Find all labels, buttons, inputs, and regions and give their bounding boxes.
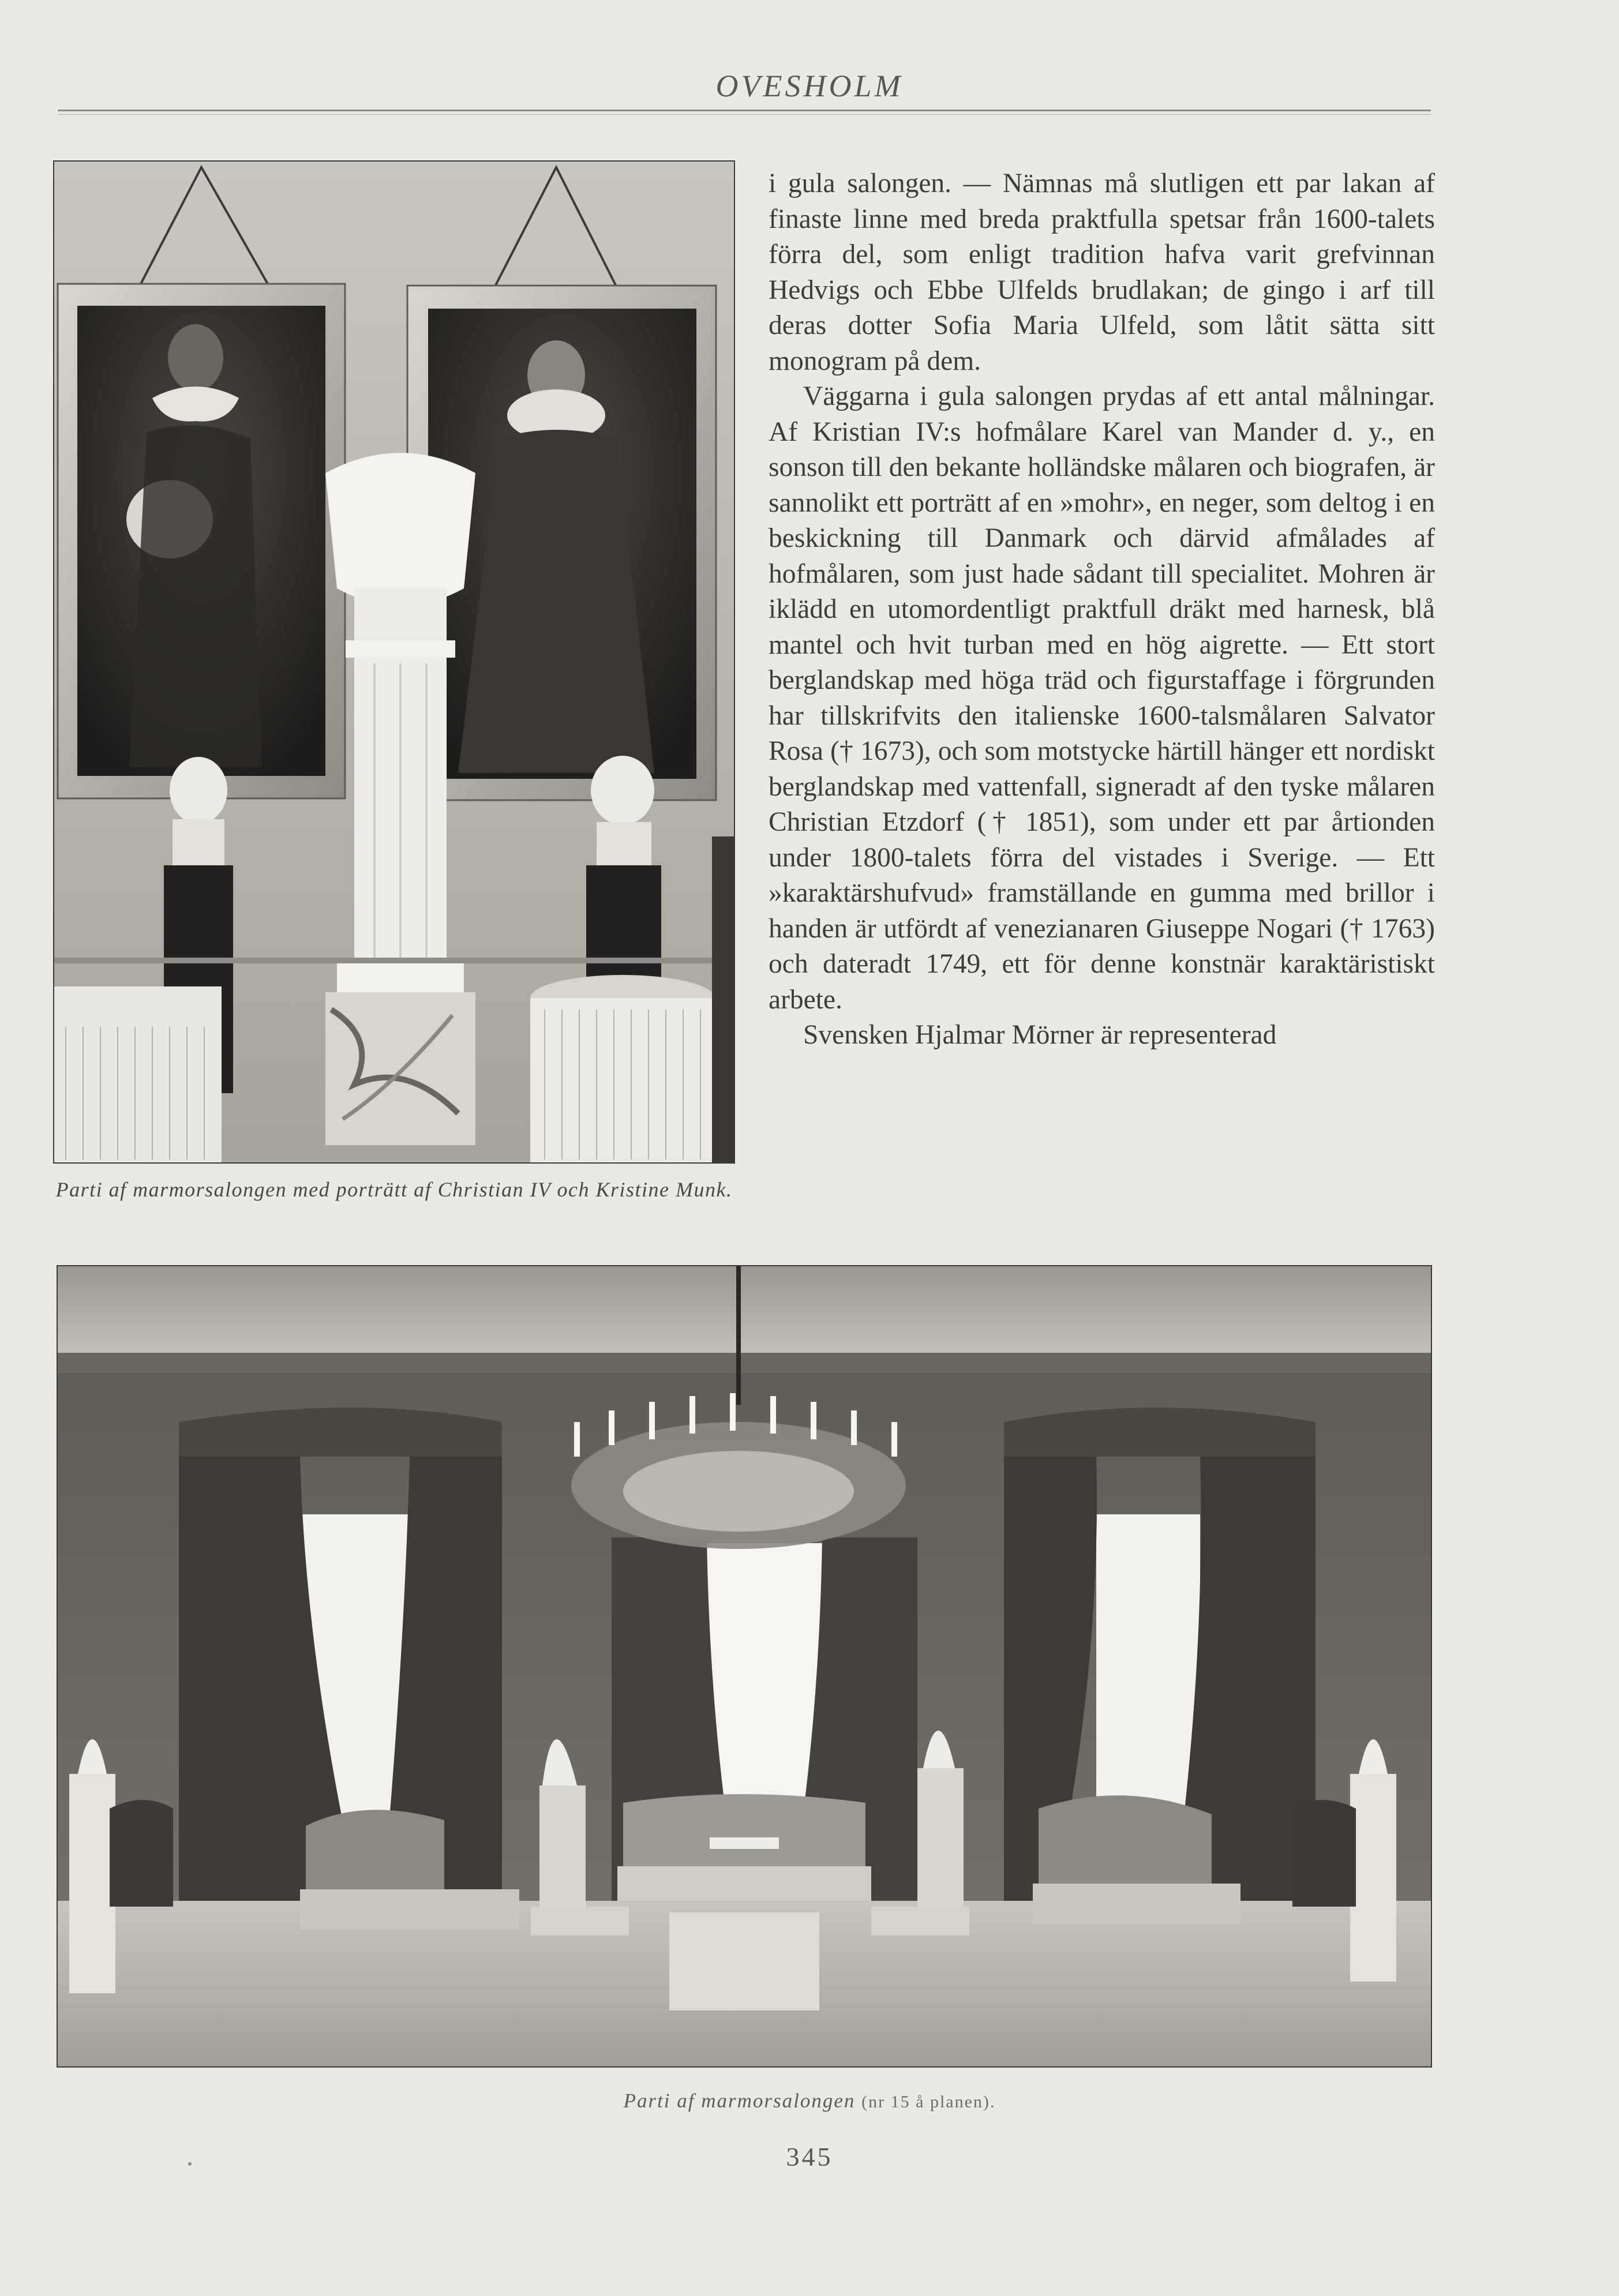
marble-salon-illustration [58,1266,1431,2066]
print-speck [188,2162,192,2166]
portrait-wall-photo [53,160,735,1164]
paragraph: Väggarna i gula salongen prydas af ett antal målningar. Af Kristian IV:s hofmålare Karel van Mander d. y., en sonson till den bekante holländske målaren och biografen, är sannolikt ett porträtt af en »mohr», en neger, som deltog i en beskickning till Danmark och därvid afmålades af hofmålaren, som just hade sådant till specialitet. Mohren är iklädd en utomordentligt praktfull dräkt med harnesk, blå mantel och hvit turban med en hög aigrette. — Ett stort berglandskap med höga träd och figurstaffage i förgrunden har tillskrifvits den italienske 1600-talsmålaren Salvator Rosa († 1673), och som motstycke härtill hänger ett nordiskt berglandskap med vattenfall, signeradt af den tyske målaren Christian Etzdorf († 1851), som under ett par årtionden under 1800-talets förra del vistades i Sverige. — Ett »karaktärshufvud» framställande en gumma med brillor i handen är utfördt af venezianaren Giuseppe Nogari († 1763) och dateradt 1749, ett för denne konstnär karaktäristiskt arbete. [769,381,1435,1015]
header-rule-thin [58,114,1431,115]
paragraph: Svensken Hjalmar Mörner är representerad [803,1020,1277,1050]
figure-2-caption-note: (nr 15 å planen). [861,2092,996,2111]
body-text [769,166,1435,1053]
figure-1-caption: Parti af marmorsalongen med porträtt af Christian IV och Kristine Munk. [55,1178,733,1201]
running-title: OVESHOLM [715,69,904,103]
header-rule [58,110,1431,111]
paragraph: i gula salongen. — Nämnas må slutligen ett par lakan af finaste linne med breda praktfulla spetsar från 1600-talets förra del, som enligt tradition hafva varit grefvinnan Hedvigs och Ebbe Ulfelds brudlakan; de gingo i arf till deras dotter Sofia Maria Ulfeld, som låtit sätta sitt monogram på dem. [769,168,1435,376]
portrait-wall-illustration [54,162,734,1162]
figure-2-caption-title: Parti af marmorsalongen [623,2089,856,2112]
marble-salon-photo [57,1265,1432,2068]
page-number: 345 [786,2142,833,2171]
figure-2-caption [0,2089,1619,2113]
